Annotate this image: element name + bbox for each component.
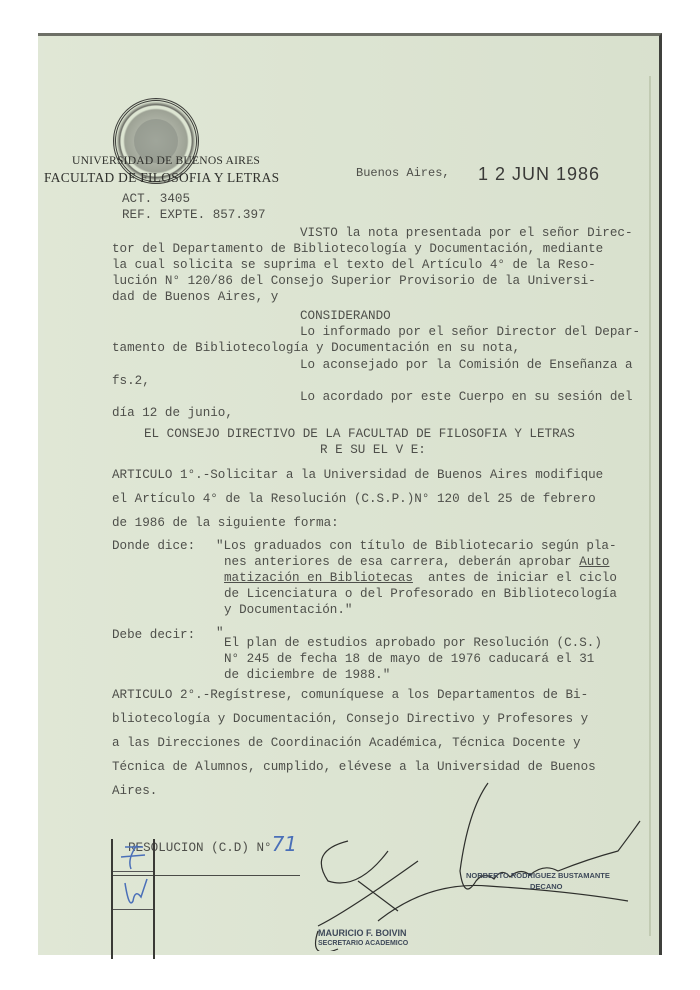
text-line: ARTICULO 2°.-Regístrese, comuníquese a los Departamentos de Bi- (112, 688, 589, 702)
text-line: tamento de Bibliotecología y Documentación en su nota, (112, 341, 521, 355)
act-number: ACT. 3405 (122, 192, 191, 206)
debe-decir-label: Debe decir: (112, 628, 196, 642)
document-page (38, 33, 662, 955)
handwritten-resolution-number: 71 (271, 832, 298, 856)
text-line: bliotecología y Documentación, Consejo Directivo y Profesores y (112, 712, 589, 726)
text-line (224, 555, 609, 569)
initials-box (111, 839, 155, 959)
resuelve-heading: R E SU EL V E: (320, 443, 426, 457)
text-segment: antes de iniciar el ciclo (412, 571, 617, 585)
place: Buenos Aires, (356, 166, 450, 180)
text-segment: nes anteriores de esa carrera, deberán aprobar (224, 555, 580, 569)
text-line: la cual solicita se suprima el texto del Artículo 4° de la Reso- (112, 258, 596, 272)
underlined-course-name: Auto (579, 555, 610, 569)
text-line: y Documentación." (224, 603, 353, 617)
signatures-icon (288, 771, 658, 951)
faculty-name: FACULTAD DE FILOSOFIA Y LETRAS (44, 170, 280, 185)
ref-expediente: REF. EXPTE. 857.397 (122, 208, 266, 222)
text-line: de diciembre de 1988." (224, 668, 391, 682)
text-line: Técnica de Alumnos, cumplido, elévese a la Universidad de Buenos (112, 760, 596, 774)
resolution-label: RESOLUCION (C.D) N° (128, 841, 272, 855)
text-line: Lo acordado por este Cuerpo en su sesión del (300, 390, 633, 404)
text-line: lución N° 120/86 del Consejo Superior Provisorio de la Universi- (112, 274, 596, 288)
council-heading: EL CONSEJO DIRECTIVO DE LA FACULTAD DE FILOSOFIA Y LETRAS (144, 427, 575, 441)
text-line: Aires. (112, 784, 158, 798)
text-line: "Los graduados con título de Bibliotecario según pla- (216, 539, 617, 553)
institution-name: UNIVERSIDAD DE BUENOS AIRES (72, 154, 261, 167)
text-line: de Licenciatura o del Profesorado en Bibliotecología (224, 587, 617, 601)
donde-dice-label: Donde dice: (112, 539, 196, 553)
text-line: de 1986 de la siguiente forma: (112, 516, 339, 530)
initials-signature-icon (113, 839, 153, 959)
text-line: a las Direcciones de Coordinación Académica, Técnica Docente y (112, 736, 581, 750)
underlined-course-name: matización en Bibliotecas (224, 571, 413, 585)
text-line: el Artículo 4° de la Resolución (C.S.P.)N° 120 del 25 de febrero (112, 492, 596, 506)
text-line: Lo aconsejado por la Comisión de Enseñanza a (300, 358, 633, 372)
text-line: tor del Departamento de Bibliotecología y Documentación, mediante (112, 242, 604, 256)
text-line: Lo informado por el señor Director del Depar- (300, 325, 641, 339)
signatory-dean-title: DECANO (530, 882, 563, 891)
signatory-secretary-name: MAURICIO F. BOIVIN (318, 928, 407, 938)
text-line (224, 571, 617, 585)
text-line: día 12 de junio, (112, 406, 233, 420)
quote-mark: " (216, 626, 224, 640)
text-line: ARTICULO 1°.-Solicitar a la Universidad de Buenos Aires modifique (112, 468, 604, 482)
date-stamp: 1 2 JUN 1986 (478, 164, 601, 184)
text-line: dad de Buenos Aires, y (112, 290, 279, 304)
text-line: VISTO la nota presentada por el señor Direc- (300, 226, 633, 240)
text-line: fs.2, (112, 374, 150, 388)
signatory-secretary-title: SECRETARIO ACADEMICO (318, 940, 409, 947)
section-heading: CONSIDERANDO (300, 309, 391, 323)
signatory-dean-name: NORBERTO RODRIGUEZ BUSTAMANTE (466, 871, 610, 880)
text-line: N° 245 de fecha 18 de mayo de 1976 caducará el 31 (224, 652, 595, 666)
text-line: El plan de estudios aprobado por Resolución (C.S.) (224, 636, 602, 650)
